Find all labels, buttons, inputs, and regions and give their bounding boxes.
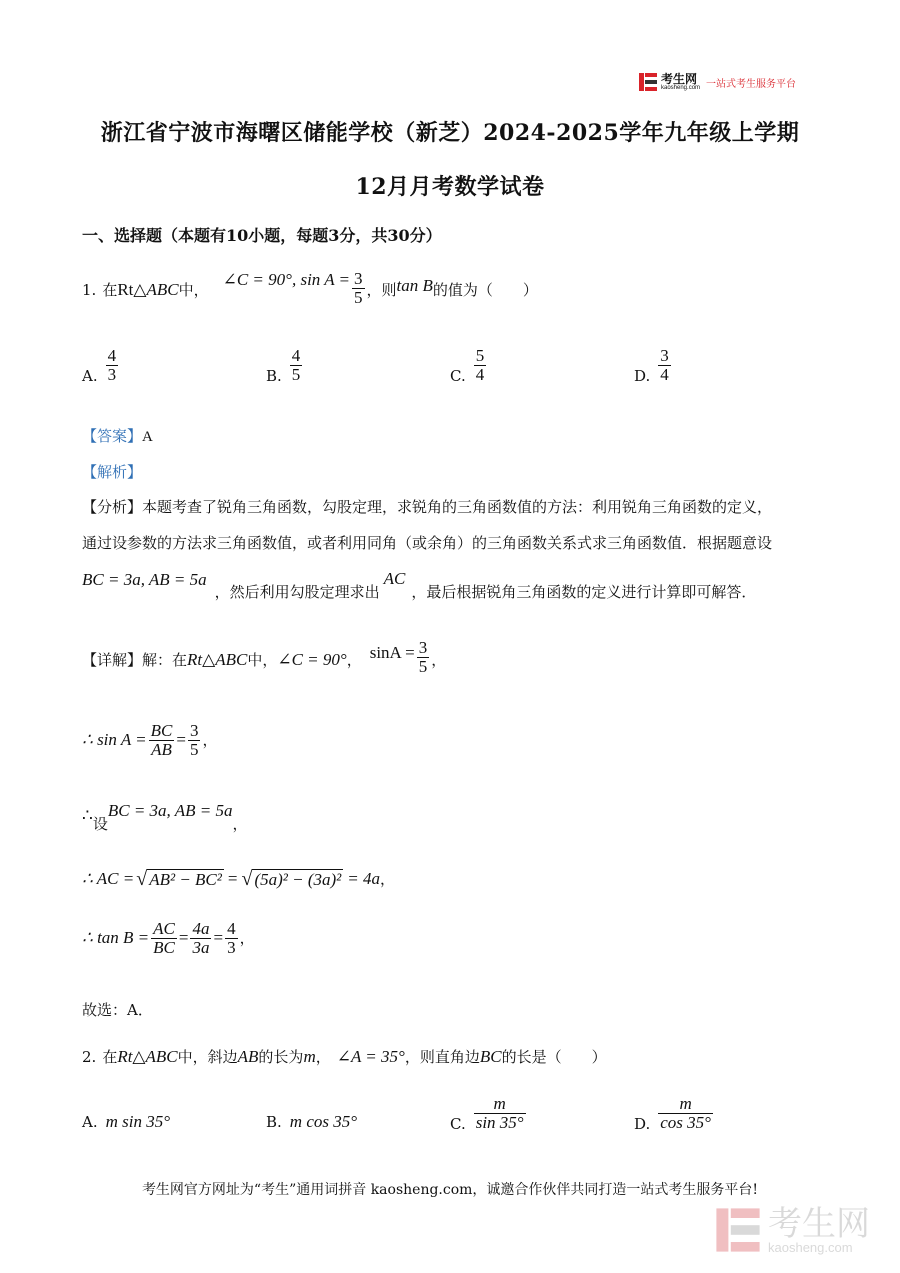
footer-text: 考生网官方网址为“考生”通用词拼音 kaosheng.com，诚邀合作伙伴共同打造一站式考生服务平台! bbox=[141, 1182, 759, 1198]
watermark bbox=[714, 1203, 870, 1255]
fraction-denominator: sin 35° bbox=[475, 1112, 524, 1132]
q2-option-b[interactable] bbox=[266, 1112, 357, 1132]
fenxi-mid: ，然后利用勾股定理求出 bbox=[214, 583, 380, 601]
detail-zhong: 中， bbox=[247, 651, 278, 669]
step-4 bbox=[82, 914, 255, 962]
detail-line bbox=[82, 636, 446, 684]
q2-option-d[interactable] bbox=[634, 1092, 715, 1134]
option-label: A. bbox=[82, 1113, 98, 1131]
header-slogan: 一站式考生服务平台 bbox=[706, 78, 797, 90]
fraction-numerator: 3 bbox=[418, 637, 428, 657]
fraction-numerator: 4 bbox=[291, 345, 301, 365]
answer-value: A bbox=[142, 429, 153, 445]
q2-ab: AB bbox=[237, 1047, 259, 1066]
fraction-denominator: 5 bbox=[354, 287, 363, 307]
answer-line bbox=[82, 426, 153, 447]
sqrt-icon: √ bbox=[241, 868, 253, 890]
header-logo bbox=[638, 70, 796, 94]
step-3 bbox=[82, 862, 395, 896]
fraction-numerator: m bbox=[679, 1093, 692, 1113]
q2-option-c[interactable] bbox=[450, 1092, 528, 1134]
q1-abc: ABC bbox=[146, 280, 179, 299]
q1-condition: ∠C = 90°, sin A = bbox=[222, 270, 351, 289]
q1-ze: ，则 bbox=[366, 281, 397, 299]
detail-pre: 解：在 bbox=[142, 651, 188, 669]
question-number: 1. bbox=[82, 281, 97, 299]
detail-tag: 【详解】 bbox=[82, 651, 143, 669]
kaosheng-logo-icon bbox=[638, 72, 658, 92]
question-number: 2. bbox=[82, 1048, 97, 1066]
q1-option-c[interactable] bbox=[450, 344, 488, 386]
step1-fraction2 bbox=[188, 722, 201, 759]
fraction-numerator: 5 bbox=[475, 345, 485, 365]
q1-option-a[interactable] bbox=[82, 344, 120, 386]
fraction-numerator: BC bbox=[150, 720, 173, 740]
fraction-denominator: cos 35° bbox=[660, 1112, 711, 1132]
fraction-denominator: 3 bbox=[107, 364, 117, 384]
option-fraction bbox=[658, 1095, 713, 1132]
fraction-numerator: 4a bbox=[192, 918, 210, 938]
page-title-line1: 浙江省宁波市海曙区储能学校（新芝）2024-2025学年九年级上学期 bbox=[100, 120, 800, 146]
option-label: C. bbox=[450, 367, 466, 385]
step-2 bbox=[82, 796, 248, 836]
q1-tanb: tan B bbox=[396, 276, 433, 295]
logo-name: 考生网 bbox=[661, 72, 698, 86]
watermark-name: 考生网 bbox=[768, 1203, 870, 1244]
fraction-numerator: 3 bbox=[354, 268, 363, 288]
question-2 bbox=[82, 1044, 607, 1070]
q2-angle: ∠A = 35° bbox=[336, 1047, 405, 1066]
fraction-denominator: 5 bbox=[418, 656, 428, 676]
option-label: B. bbox=[266, 367, 282, 385]
q2-mid1: 中，斜边 bbox=[177, 1048, 238, 1066]
q2-mid3: ， bbox=[315, 1048, 331, 1066]
question-1 bbox=[82, 262, 538, 318]
q1-option-d[interactable] bbox=[634, 344, 673, 386]
equals-sign: = bbox=[213, 928, 224, 947]
logo-domain: kaosheng.com bbox=[661, 85, 701, 91]
step1-end: ， bbox=[202, 731, 218, 749]
fraction-denominator: 5 bbox=[291, 364, 301, 384]
fenxi-text1: 本题考查了锐角三角函数，勾股定理，求锐角的三角函数值的方法：利用锐角三角函数的定义， bbox=[142, 498, 773, 516]
q2-mid4: ，则直角边 bbox=[404, 1048, 480, 1066]
q2-tail: 的长是（ ） bbox=[501, 1048, 607, 1066]
option-expression: m cos 35° bbox=[289, 1112, 358, 1131]
option-label: D. bbox=[634, 1115, 651, 1133]
step3-sqrt2: (5a)² − (3a)² bbox=[254, 869, 342, 889]
detail-angle: ∠C = 90° bbox=[277, 650, 347, 669]
step2-she: 设 bbox=[92, 815, 108, 833]
fraction-denominator: 5 bbox=[189, 739, 199, 759]
fraction-denominator: 4 bbox=[660, 364, 669, 384]
q2-m: m bbox=[303, 1047, 316, 1066]
fenxi-line1 bbox=[82, 497, 772, 517]
sqrt-icon: √ bbox=[136, 868, 148, 890]
fraction-numerator: AC bbox=[153, 918, 175, 938]
q1-tail: 的值为（ ） bbox=[432, 281, 538, 299]
option-expression: m sin 35° bbox=[105, 1112, 171, 1131]
fraction-numerator: 3 bbox=[660, 345, 669, 365]
step2-end: ， bbox=[232, 815, 248, 833]
fenxi-ac: AC bbox=[383, 569, 406, 588]
option-fraction bbox=[106, 347, 119, 384]
step1-pre: ∴ sin A = bbox=[82, 730, 147, 749]
fraction-numerator: m bbox=[493, 1093, 506, 1113]
section-heading: 一、选择题（本题有10小题，每题3分，共30分） bbox=[82, 226, 442, 245]
analysis-tag: 【解析】 bbox=[82, 463, 143, 481]
step2-pre: ∴ bbox=[82, 806, 93, 825]
option-label: C. bbox=[450, 1115, 466, 1133]
step3-pre: ∴ AC = bbox=[82, 869, 135, 888]
q2-rt: Rt△ABC bbox=[117, 1047, 178, 1066]
fraction-numerator: 4 bbox=[227, 918, 236, 938]
q1-zhong: 中， bbox=[178, 281, 209, 299]
option-fraction bbox=[474, 1095, 526, 1132]
step1-eq: = bbox=[176, 730, 186, 749]
answer-tag: 【答案】 bbox=[82, 427, 143, 445]
q2-bc: BC bbox=[479, 1047, 502, 1066]
fraction-denominator: 3a bbox=[192, 937, 210, 957]
page-title-line2: 12月月考数学试卷 bbox=[355, 174, 545, 200]
fraction-denominator: AB bbox=[151, 739, 172, 759]
step-1 bbox=[82, 716, 218, 764]
step3-end: ， bbox=[380, 870, 396, 888]
q1-pre: 在 bbox=[102, 281, 118, 299]
step3-result: = 4a bbox=[347, 869, 380, 888]
fenxi-math: BC = 3a, AB = 5a bbox=[82, 570, 207, 589]
step1-fraction1 bbox=[149, 722, 175, 759]
fraction-numerator: 4 bbox=[107, 345, 117, 365]
option-label: D. bbox=[634, 367, 651, 385]
option-fraction bbox=[474, 347, 487, 384]
fraction-denominator: 4 bbox=[475, 364, 485, 384]
step4-fraction3 bbox=[225, 920, 238, 957]
watermark-domain: kaosheng.com bbox=[768, 1239, 853, 1255]
detail-comma: ， bbox=[346, 651, 362, 669]
equals-sign: = bbox=[178, 928, 189, 947]
q1-condition-fraction bbox=[352, 270, 365, 307]
step4-fraction1 bbox=[151, 920, 177, 957]
detail-fraction bbox=[417, 639, 430, 676]
step4-pre: ∴ tan B = bbox=[82, 928, 150, 947]
option-label: A. bbox=[82, 367, 98, 385]
conclusion: 故选：A． bbox=[82, 1001, 153, 1019]
q2-pre: 在 bbox=[102, 1048, 118, 1066]
fenxi-tail: ，最后根据锐角三角函数的定义进行计算即可解答． bbox=[411, 583, 757, 601]
q1-option-b[interactable] bbox=[266, 344, 304, 386]
fraction-denominator: 3 bbox=[227, 937, 236, 957]
kaosheng-watermark-icon bbox=[714, 1206, 762, 1254]
fraction-denominator: BC bbox=[153, 937, 175, 957]
fenxi-tag: 【分析】 bbox=[82, 498, 143, 516]
fraction-numerator: 3 bbox=[189, 720, 199, 740]
detail-end: ， bbox=[431, 651, 447, 669]
detail-rt: Rt△ABC bbox=[187, 650, 248, 669]
step4-fraction2 bbox=[190, 920, 211, 957]
option-label: B. bbox=[266, 1113, 282, 1131]
option-fraction bbox=[290, 347, 303, 384]
q1-rt: Rt△ bbox=[117, 280, 147, 299]
option-fraction bbox=[658, 347, 671, 384]
step3-sqrt1: AB² − BC² bbox=[149, 869, 222, 889]
fenxi-line3 bbox=[82, 569, 757, 602]
fenxi-line2: 通过设参数的方法求三角函数值，或者利用同角（或余角）的三角函数关系式求三角函数值．根据题意设 bbox=[82, 534, 773, 552]
q2-option-a[interactable] bbox=[82, 1112, 170, 1132]
step2-math: BC = 3a, AB = 5a bbox=[107, 801, 233, 820]
step3-eq: = bbox=[227, 869, 238, 888]
step4-end: ， bbox=[239, 929, 255, 947]
q2-mid2: 的长为 bbox=[258, 1048, 304, 1066]
detail-sin: sinA = bbox=[369, 643, 415, 662]
